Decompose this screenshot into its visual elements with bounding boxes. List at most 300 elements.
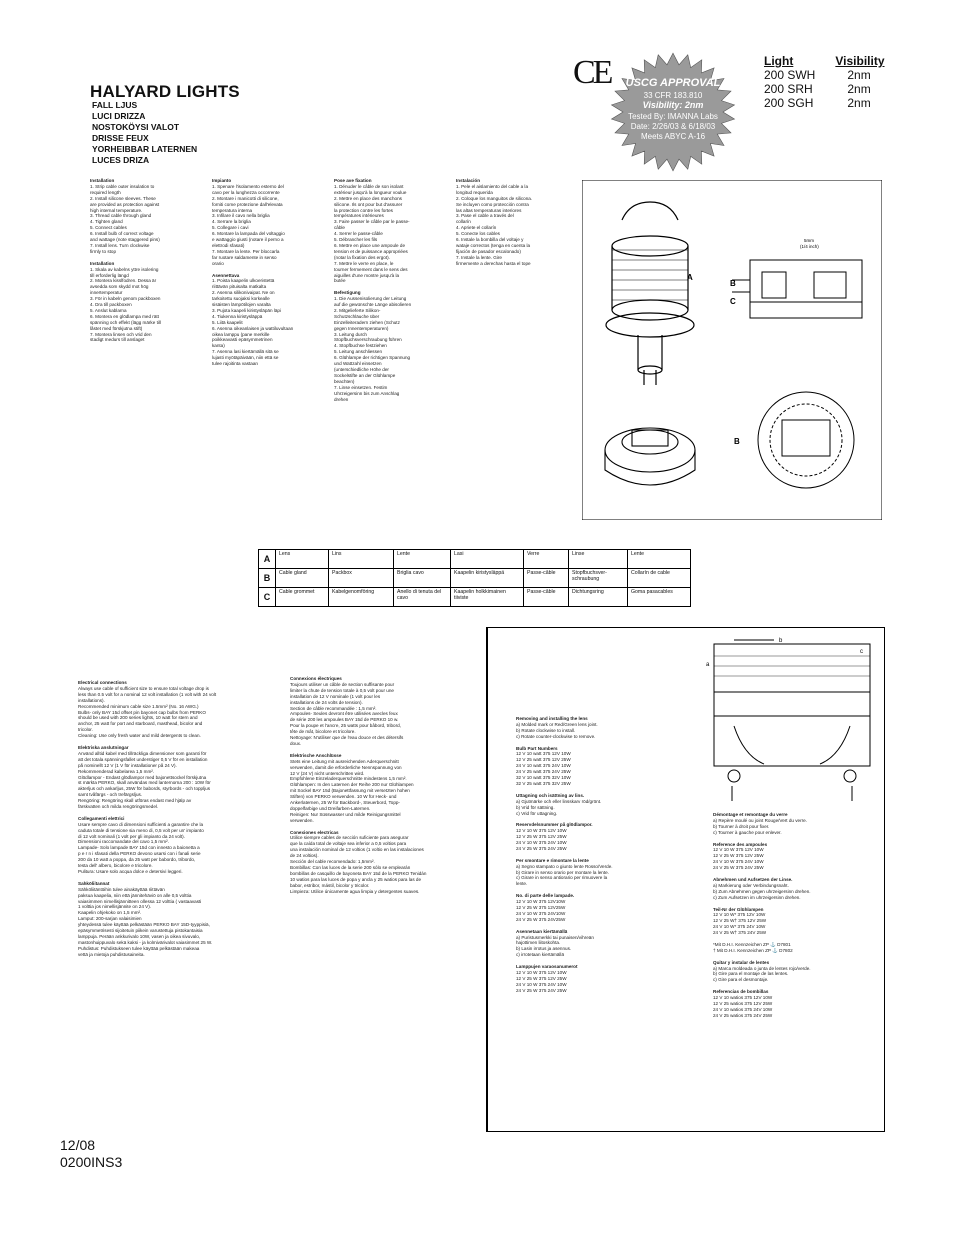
text-line: Se incluyen como protección contra: [456, 201, 529, 207]
text-line: Stopfbuchsverschraubung führen: [334, 337, 402, 343]
text-line: required length: [90, 189, 121, 195]
text-line: tricolor.: [78, 727, 93, 733]
text-line: firmemente a derechas hasta el tope: [456, 260, 531, 266]
text-line: Einzelleiteradern ziehen (Schutz: [334, 319, 400, 325]
text-line: lamppuja. Perään ankkurivalo 10W, vasen ja oikea sivuvalo,: [78, 933, 201, 939]
text-line: 200 da 10 watt a poppa, da 25 watt per babordo, tribordo,: [78, 857, 196, 863]
text-line: 24 V 25 W† 375 24V 25W: [713, 930, 767, 936]
text-line: Asennettava: [212, 272, 240, 278]
text-line: 2. Mettre en place des manchons: [334, 195, 402, 201]
text-line: doppelfarbige und Dreifarben-Laternen.: [290, 805, 371, 811]
text-line: till erforderlig längd: [90, 272, 129, 278]
text-line: Collegamenti elettrici: [78, 815, 125, 821]
text-line: verwenden, damit die erforderliche Nennspannung von: [290, 764, 402, 770]
box-col-left: [516, 716, 696, 994]
text-line: 24 V 25 watios 375 24V 25W: [713, 1012, 773, 1018]
text-line: 3. Pujota kaapeli kiristysläpän läpi: [212, 307, 281, 313]
text-line: 1. Skala av kabelns yttre isolering: [90, 266, 159, 272]
text-line: att det totala spänningsfallet understiger 0,5 V för en installation: [78, 756, 208, 762]
text-line: Empfohlene Einzeladerquerschnitte mindestens 1,5 mm².: [290, 776, 407, 782]
table-row: 200 SRH 2nm: [764, 82, 871, 96]
approval-title: USCG APPROVAL: [625, 77, 721, 89]
text-line: 12 V 10 W 375 12V 10W: [516, 828, 567, 834]
footer-code: 0200INS3: [60, 1154, 123, 1170]
diagram-dim-1: 5mm: [804, 238, 814, 243]
text-line: 12 V 25 watios 375 12V 25W: [713, 1001, 773, 1006]
text-line: 24 V 25 W 375 24V 25W: [516, 845, 567, 851]
text-line: a) Puristusmerkki tai punaisen/vihreän: [516, 934, 594, 940]
text-line: 32 V 10 watt 375 32V 10W: [516, 775, 571, 781]
text-line: Schutzschläuche über: [334, 313, 380, 319]
text-line: 12 V 25 W 375 12V 25W: [713, 853, 764, 859]
text-line: 2. Install silicone sleeves. These: [90, 195, 156, 201]
text-line: 12 V 25 W 375 12V 25W: [516, 834, 567, 840]
text-line: 24 V 10 W 375 24V 10W: [713, 859, 764, 865]
text-line: 7. Install lens. Turn clockwise: [90, 242, 150, 248]
parts-row-label: A: [259, 550, 276, 569]
text-line: la protection contre les fortes: [334, 207, 393, 213]
approval-visibility: Visibility: 2nm: [642, 100, 704, 110]
text-line: c) Tourner à gauche pour enlever.: [713, 829, 782, 835]
text-line: de série 200 les ampoules BAY 15d de PERKO 10 w.: [290, 717, 399, 723]
text-line: b) Vrid för sättning.: [516, 804, 555, 810]
text-line: 6. Montera en glödlampa med rätt: [90, 313, 159, 319]
text-line: 1. Pele el aislamiento del cable a la: [456, 183, 529, 189]
text-line: tourner fermement dans le sens des: [334, 266, 408, 272]
installation-col-2: [212, 178, 327, 367]
installation-col-3: [334, 178, 452, 402]
text-line: and wattage (note staggered pins): [90, 237, 160, 243]
text-line: b) Lasin irrotus ja asennus.: [516, 946, 572, 952]
text-line: que la caída total de voltaje sea inferior a 0,5 voltios para: [290, 841, 407, 847]
text-line: 4. Dra till packboxen: [90, 302, 132, 308]
text-line: Teil-Nr der Glühlampen: [713, 906, 764, 912]
text-line: Démontage et remontage du verre: [713, 812, 788, 817]
text-line: longitud requerida: [456, 189, 493, 195]
text-line: 7. Montera linsen och vrid den: [90, 331, 152, 337]
text-line: färskvatten och milda rengöringsmedel.: [78, 804, 159, 810]
text-line: 24 V 10 W 375 24V10W: [516, 910, 566, 916]
text-line: Pulitura: Usare solo acqua dolce e detersivi leggeri.: [78, 869, 183, 874]
text-line: poikkeavasti epäsymmetrinen: [212, 337, 273, 343]
text-line: b) Tourner à droit pour fixer.: [713, 823, 770, 829]
text-line: auf die gewünschte Länge abisolieren: [334, 302, 412, 308]
text-line: 12 V 10 W 375 12V10W: [516, 899, 566, 905]
text-line: Installation: [90, 260, 115, 266]
text-line: 6. Asenna oikeanlaisen ja wattiluvultaan: [212, 325, 294, 331]
diagram-label-c: C: [730, 297, 736, 306]
text-line: 5. Débrancher les fils: [334, 237, 378, 243]
text-line: yhteydessä tulee käyttää pelkästään PERKO BAY 15D-tyyppisiä,: [78, 922, 210, 928]
text-line: Removing and installing the lens: [516, 716, 588, 721]
text-line: installations).: [78, 697, 105, 703]
lens-label-c: c: [860, 649, 863, 655]
text-line: are provided as protection against: [90, 201, 160, 207]
text-line: spänning och effekt (lägg märke till: [90, 319, 161, 325]
text-line: lujasti myötäpäivään, niin että se: [212, 355, 279, 361]
text-line: Referencias de bombillas: [713, 989, 769, 995]
text-line: installations de 24 volts de tension).: [290, 699, 363, 705]
text-line: should be used with 200 series lights, 10 watt for stern and: [78, 715, 198, 721]
text-line: riittävän pituisalta matkalta: [212, 284, 267, 290]
box-col-right: [713, 812, 878, 1019]
text-line: a) Segno stampato o giunto lente Rosso/Verde.: [516, 863, 613, 869]
visibility-header-visibility: Visibility: [835, 54, 885, 68]
text-line: Electrical connections: [78, 680, 127, 685]
lamp-diagram: [582, 180, 882, 520]
text-line: Ampoules- Seules devront être utilisées avecles feux: [290, 711, 398, 717]
text-line: 3. För in kabeln genom packboxen: [90, 296, 161, 302]
text-line: bombillas de casquillo de bayoneta BAY 15d de la PERKO Tenidán: [290, 870, 427, 876]
text-line: 5. Anslut kablarna: [90, 307, 127, 313]
text-line: 3. Leitung durch: [334, 331, 367, 337]
text-line: Stets eine Leitung mit ausreichenden Aderquerschnitt: [290, 758, 399, 764]
text-line: 5. Connect cables: [90, 225, 127, 231]
text-line: 2. Coloque los manguitos de silicona.: [456, 195, 533, 201]
table-row: 200 SWH 2nm: [764, 68, 871, 82]
text-line: drehen: [334, 396, 349, 402]
text-line: Bombillas: Con las luces de la serie 200 sólo se emplearán: [290, 865, 411, 870]
text-line: Asennetaan kiertämällä: [516, 928, 568, 934]
text-line: b) Rotate clockwise to install.: [516, 727, 576, 733]
text-line: 24 V 10 W 375 24V 10W: [516, 981, 567, 987]
installation-col-1: [90, 178, 205, 343]
text-line: Sähköliitäntöihin tulee ainakäyttää riittävän: [78, 886, 165, 892]
text-line: Cleaning: Use only fresh water and mild detergents to clean.: [78, 733, 201, 739]
text-line: 4. Serrer le passe-câble: [334, 231, 383, 237]
text-line: st märkta PERKO, skall användas med lanternorna 200 : 10W för: [78, 780, 211, 786]
text-line: limiter la chute de tension totale à 0,5 volt pour une: [290, 687, 394, 693]
text-line: Bulbs- only BAY 15d offset pin bayonet cap bulbs from PERKO: [78, 709, 206, 715]
text-line: *Mit D.H.I. Kennzeichen ZP ⚓ D7801: [713, 941, 791, 947]
text-line: 2. Mitgelieferte Silikon-: [334, 307, 381, 313]
electrical-col-left: [78, 680, 283, 958]
text-line: 6. Glühlampe der richtigen Spannung: [334, 355, 411, 361]
text-line: las altas temperaturas interiores: [456, 207, 522, 213]
text-line: Ankerlaternen, 25 W für Backbord-, Steuerbord, Topp-: [290, 800, 400, 806]
text-line: Installation: [90, 178, 115, 183]
subtitle-line: DRISSE FEUX: [92, 133, 149, 143]
text-line: (notar la fixation des ergot).: [334, 254, 390, 260]
text-line: c) Vrid för uttagning.: [516, 810, 558, 816]
text-line: 12 V 10 W* 375 12V 10W: [713, 912, 766, 918]
text-line: Glödlampor - Endast glödlampor med bajonettsockel förskjutna: [78, 774, 207, 780]
text-line: 5. Leitung anschliessen: [334, 349, 383, 355]
text-line: silicone. Ils ont pour but d'assurer: [334, 201, 403, 207]
text-line: Rengöring: Rengöring skall utföras endast med hjälp av: [78, 798, 192, 804]
text-line: Kaapelin ohjekoko on 1,5 mm².: [78, 910, 142, 916]
text-line: Befestigung: [334, 290, 361, 296]
text-line: Lampade- Solo lampade BAY 15d con innesto a baionetta a: [78, 845, 200, 851]
text-line: b) Zum Abnehmen gegen uhrzeigersinn drehen.: [713, 888, 811, 894]
text-line: 7. Asenna lasi kiertämällä sitä se: [212, 349, 279, 355]
text-line: † Mit D.H.I. Kennzeichen ZP ⚓ D7802: [713, 947, 793, 953]
text-line: epäsymmetrisesti sijoitetuin piikein varustettuja pistokantaisia: [78, 928, 203, 934]
approval-meets: Meets ABYC A-16: [640, 132, 706, 141]
text-line: 1 volttia jos nimellisjännite on 24 V).: [78, 904, 152, 910]
text-line: mastonhuippuvalo sekä kaksi - ja kolmivärivalot vaiasimmet 25 W.: [78, 939, 213, 945]
text-line: 1. Strip cable outer insulation to: [90, 183, 155, 189]
text-line: Elektriska anslutningar: [78, 744, 129, 750]
text-line: verwenden.: [290, 817, 314, 823]
text-line: b) Girare in senso orario per montare la lente.: [516, 869, 609, 875]
text-line: 24 V 10 watt 375 24V 10W: [516, 763, 571, 769]
text-line: temperatura interna: [212, 207, 253, 213]
text-line: Sección del cable recomendado: 1,5mm².: [290, 859, 375, 865]
text-line: akterljus och ankarljus, 25W för babords, styrbords - och toppljus: [78, 786, 211, 792]
text-line: 24 V 25 W 375 24V 25W: [713, 865, 764, 871]
text-line: innertemperatur: [90, 290, 123, 296]
text-line: avsedda som skydd mot hög: [90, 284, 149, 290]
text-line: c) Gire para el desmontaje.: [713, 977, 769, 983]
text-line: 4. Serrare la briglia: [212, 219, 251, 225]
diagram-dim-2: (1/4 inch): [800, 244, 819, 249]
text-line: gegen Innentemperaturen): [334, 325, 389, 331]
text-line: Per smontare e rimontare la lente: [516, 857, 589, 863]
text-line: 1. Dénuder le câble de son isolant: [334, 183, 404, 189]
text-line: 12 V 10 W 375 12V 10W: [713, 847, 764, 853]
text-line: Abnehmen und Aufsetzen der Linse.: [713, 876, 793, 882]
uscg-approval-seal: [598, 46, 748, 176]
text-line: tulee rajoitinta vastaan: [212, 361, 258, 367]
installation-col-4: [456, 178, 581, 267]
text-line: a) Gjutmärke och eller linsskarv röd/grönt.: [516, 798, 602, 804]
text-line: Limpieza: Utilice únicamente agua limpia y detergentes suaves.: [290, 888, 420, 894]
page-title: HALYARD LIGHTS: [90, 82, 240, 101]
table-row: 200 SGH 2nm: [764, 96, 871, 110]
text-line: extérieur jusqu'à la longueur voulue: [334, 189, 407, 195]
text-line: 2. Montare i manicotti di silicone,: [212, 195, 279, 201]
text-line: Uhrzeigersinn bis zum Anschlag: [334, 390, 400, 396]
electrical-col-mid: [290, 676, 480, 895]
text-line: Always use cable of sufficient size to ensure total voltage drop is: [78, 685, 209, 691]
lens-label-a: a: [706, 662, 710, 668]
subtitle-line: NOSTOKÖYSI VALOT: [92, 122, 180, 132]
text-line: låstet med förskjutna stift): [90, 325, 143, 331]
text-line: testa dell' albero, bicolore e tricolore.: [78, 863, 153, 869]
text-line: orario: [212, 260, 224, 266]
text-line: 24 V 25 watt 375 24V 25W: [516, 769, 571, 775]
table-row: A Lens Lins Lente Lasi Verre Linse Lente: [259, 550, 691, 569]
text-line: sisäisten lämpötilojen varalta: [212, 302, 271, 308]
text-line: No. di parte delle lampade.: [516, 893, 575, 899]
text-line: a) Markierung oder Verbindungsnaht.: [713, 882, 789, 888]
text-line: 24 V 10 W 375 24V 10W: [516, 840, 567, 846]
table-row: B Cable gland Packbox Briglia cavo Kaapelin kiristysläppä Passe-câble Stopfbuchsver-schraubung Collarín de cable: [259, 569, 691, 588]
parts-row-label: B: [259, 569, 276, 588]
text-line: fijación de pasador escalonado): [456, 248, 521, 254]
text-line: Pour la poupe et l'ancre, 25 watts pour bâbord, tribord,: [290, 723, 401, 729]
text-line: butée: [334, 278, 346, 284]
text-line: Bulb Part Numbers: [516, 745, 558, 751]
text-line: Connexions électriques: [290, 676, 342, 681]
text-line: Sahköliitannat: [78, 880, 110, 886]
lens-label-b: b: [779, 638, 783, 644]
text-line: firmly to stop: [90, 248, 117, 254]
text-line: babor, estribor, mástil, bicolor y tricolor.: [290, 882, 370, 888]
text-line: Pose ave fixation: [334, 178, 372, 183]
text-line: c) irrotetaan kiertämällä: [516, 952, 564, 958]
text-line: 12 V 10 W 375 12V 10W: [516, 969, 567, 975]
visibility-header-light: Light: [764, 54, 794, 68]
text-line: vaiasimmen nimellisjännitteen ollessa 12 volttia ( vastaavasti: [78, 898, 202, 904]
text-line: Puhdistus: Puhdistukseen tulee käyttää pelkästään makeaa: [78, 945, 200, 951]
text-line: Quitar y instalar de lentes: [713, 959, 770, 965]
text-line: températures intérieures: [334, 213, 384, 219]
text-line: 24 V 25 W 375 24V25W: [516, 916, 566, 922]
text-line: Lamppujen varaosanumerot: [516, 964, 578, 970]
text-line: c) Rotate counter-clockwise to remove.: [516, 733, 596, 739]
text-line: 2. Montera kisslfodren. Dessa är: [90, 278, 157, 284]
text-line: Reservdelsnummer på glödlampor.: [516, 822, 593, 828]
text-line: 12 V (24 V) nicht unterschritten wird.: [290, 770, 365, 776]
text-line: Stiften) von PERKO verwenden. 10 W für Heck- und: [290, 794, 397, 800]
text-line: installation de 12 V nominale (1 volt pour les: [290, 693, 381, 699]
text-line: Sockelstifte an der Glühlampe: [334, 372, 396, 378]
text-line: 3. Faire passer le câble par le passe-: [334, 219, 410, 225]
text-line: 6. Mettre en place une ampoule de: [334, 242, 405, 248]
text-line: 3. Infilare il cavo nella briglia: [212, 213, 270, 219]
text-line: Recommended minimum cable size 1.5mm² (No. 16 AWG.): [78, 703, 199, 709]
text-line: Section de câble recommandée : 1,5 mm².: [290, 705, 377, 711]
text-line: 6. Install bulb of correct voltage: [90, 231, 154, 237]
text-line: 7. Linse einsetzen. Festim: [334, 384, 388, 390]
text-line: (unterschiedliche Höhe der: [334, 367, 389, 372]
approval-date: Date: 2/26/03 & 6/18/03: [630, 122, 716, 131]
subtitle-line: LUCES DRIZA: [92, 155, 150, 165]
text-line: Impianto: [212, 178, 232, 183]
text-line: high internal temperature.: [90, 207, 143, 213]
text-line: paksua kaapelia, niin että jännitehäviö on alle 0,5 volttia: [78, 892, 192, 898]
text-line: elettrodi sfasati): [212, 242, 245, 248]
diagram-label-a: A: [687, 273, 693, 282]
text-line: beachten): [334, 378, 355, 384]
text-line: collarín: [456, 219, 471, 225]
text-line: Reference des ampoules: [713, 841, 768, 847]
text-line: 3. Thread cable through gland: [90, 213, 152, 219]
footer: [60, 1137, 122, 1171]
text-line: samt tvåfärgs - och trefärgsljus.: [78, 792, 143, 798]
text-line: a) Marca moldeada o junta de lentes rojo/verde.: [713, 965, 811, 971]
text-line: 3. Pase el cable a través del: [456, 213, 514, 219]
text-line: Usare sempre cavo di dimensioni sufficienti a garantire che la: [78, 821, 204, 827]
footer-date: 12/08: [60, 1137, 96, 1153]
approval-tested: Tested By: IMANNA Labs: [628, 112, 718, 121]
text-line: c) Zum Aufsetzen im uhrzeigersinn drehen.: [713, 894, 801, 900]
text-line: 24 V 10 W* 375 24V 10W: [713, 924, 766, 930]
text-line: Reinigen: Nur Süsswasser und milde Reinigungsmittel: [290, 811, 401, 817]
text-line: hajottimen liitoskohta.: [516, 940, 561, 946]
text-line: 5. Liitä kaapelit: [212, 319, 243, 325]
text-line: 12 V 10 watios 375 12V 10W: [713, 995, 773, 1001]
text-line: 12 V 25 W 375 12V25W: [516, 905, 566, 910]
text-line: tête de mât, bicolore et tricolore.: [290, 729, 356, 735]
text-line: tarkoitettu suojaksi korkealle: [212, 296, 270, 302]
text-line: anchor, 25 watt for port and starboard, masthead, bicolor and: [78, 721, 203, 727]
text-line: 1. Spenare l'isolamento esterno del: [212, 183, 284, 189]
text-line: b) Gire para el montaje de las lentes.: [713, 971, 789, 977]
text-line: Dimensioni raccomandate del cavo 1,5 mm².: [78, 839, 169, 845]
text-line: Elektrische Anschlüsse: [290, 752, 342, 758]
text-line: Instalación: [456, 178, 480, 183]
text-line: aiguilles d'une montre jusqu'à la: [334, 272, 400, 278]
text-line: forniti come protezione dall'elevata: [212, 201, 283, 207]
text-line: caduta totale di tensione sia meno di, 0,5 volt per un' impianto: [78, 827, 204, 833]
text-line: 12 V 25 W 375 12V 25W: [516, 975, 567, 981]
text-line: di 12 volt nominali (1 volt per gli impianto da 24 volt).: [78, 833, 185, 839]
text-line: 4. Tiukenna kiristysläppä: [212, 313, 263, 319]
text-line: 4. Stopfbuchse festziehen: [334, 343, 387, 349]
text-line: p e r n i sfasati della PERKO devono usarsi con i fanali serie: [78, 851, 201, 857]
table-row: C Cable grommet Kabelgenomföring Anello di tenuta del cavo Kaapelin holkkimainen tiiviste Passe-câble Dichtungsring Goma pasacables: [259, 588, 691, 607]
text-line: 6. Instale la bombilla del voltaje y: [456, 237, 524, 243]
visibility-table: [764, 54, 895, 110]
text-line: mit Sockel BAY 15d (Bajonettfassung mit versetzten hohen: [290, 788, 410, 794]
text-line: 24 V 25 W 375 24V 25W: [516, 987, 567, 993]
text-line: Toujours utiliser un câble de section suffisante pour: [290, 681, 395, 687]
text-line: 4. Tighten gland: [90, 219, 123, 225]
text-line: Utilice siempre cables de sección suficiente para asegurar: [290, 835, 409, 841]
text-line: 6. Montare la lampada del voltaggio: [212, 231, 285, 237]
text-line: 12 V 25 watt 375 12V 25W: [516, 757, 571, 763]
text-line: lente.: [516, 881, 528, 887]
text-line: 5. Collegare i cavi: [212, 225, 249, 231]
text-line: a) Molded mark or Red/Green lens joint.: [516, 721, 598, 727]
text-line: Lamput: 200-sarjan valaisimien: [78, 916, 142, 922]
text-line: Conexiones electricas: [290, 829, 339, 835]
text-line: cavo per la lunghezza occorrente: [212, 189, 280, 195]
text-line: Nettoyage: N'utiliser que de l'eau douce et des détersifs: [290, 735, 404, 741]
text-line: less than 0.5 volt for a nominal 12 volt installation (1 volt with 24 volt: [78, 691, 217, 697]
text-line: de 24 voltios).: [290, 853, 319, 859]
text-line: 5. Conecte los cables: [456, 231, 500, 237]
text-line: câble: [334, 225, 345, 231]
text-line: vettä ja mietoja puhdistusaineita.: [78, 951, 145, 957]
text-line: tension et de puissance appropriées: [334, 248, 408, 254]
text-line: 1. Die Aussenisolierung der Leitung: [334, 296, 407, 302]
text-line: 12 V 10 watt 375 12V 10W: [516, 751, 571, 757]
text-line: Rekommenderad kabelarea 1,5 mm².: [78, 768, 155, 774]
text-line: 7. Mettre le verre en place, le: [334, 260, 394, 266]
diagram-label-b2: B: [734, 437, 740, 446]
text-line: a) Repère moulé ou joint Rouge/Vert du verre.: [713, 817, 807, 823]
text-line: doux.: [290, 740, 302, 746]
text-line: Uttagning och isättning av lins.: [516, 792, 585, 798]
text-line: und Wattzahl einsetzen: [334, 361, 382, 367]
approval-cfr: 33 CFR 183.810: [643, 91, 703, 100]
text-line: 24 V 10 watios 375 24V 10W: [713, 1006, 773, 1012]
ce-mark: CE: [573, 54, 611, 91]
text-line: 32 V 25 watt 375 32V 25W: [516, 780, 571, 786]
text-line: stadigt medurs till anslaget: [90, 337, 145, 343]
text-line: 7. Montare la lente. Per bloccarla: [212, 248, 280, 254]
text-line: c) Girare in senso antiorario per rimuovere la: [516, 875, 608, 881]
text-line: 1. Poista kaapelin ulkoeristettä: [212, 278, 275, 284]
parts-table: [258, 549, 691, 607]
text-line: e wattaggio giusti (notare il perno a: [212, 237, 284, 243]
subtitle-line: LUCI DRIZZA: [92, 111, 146, 121]
text-line: oikea lamppu (pane merkille: [212, 331, 270, 337]
text-line: 12 V 25 W† 375 12V 25W: [713, 918, 767, 924]
text-line: 10 watios para las luces de popa y ancla y 25 watios para las de: [290, 876, 422, 882]
text-line: 2. Asenna silikonivaipat. Ne on: [212, 290, 275, 296]
text-line: far ruotare saldamente in senso: [212, 254, 277, 260]
text-line: kanta): [212, 343, 225, 349]
lens-diagram: [704, 636, 878, 806]
text-line: 7. Instale la lente. Gire: [456, 254, 502, 260]
text-line: una instalación nominal de 12 voltios (1 voltio en las instalaciones: [290, 847, 424, 853]
subtitle-line: YORHEIBBAR LATERNEN: [92, 144, 198, 154]
